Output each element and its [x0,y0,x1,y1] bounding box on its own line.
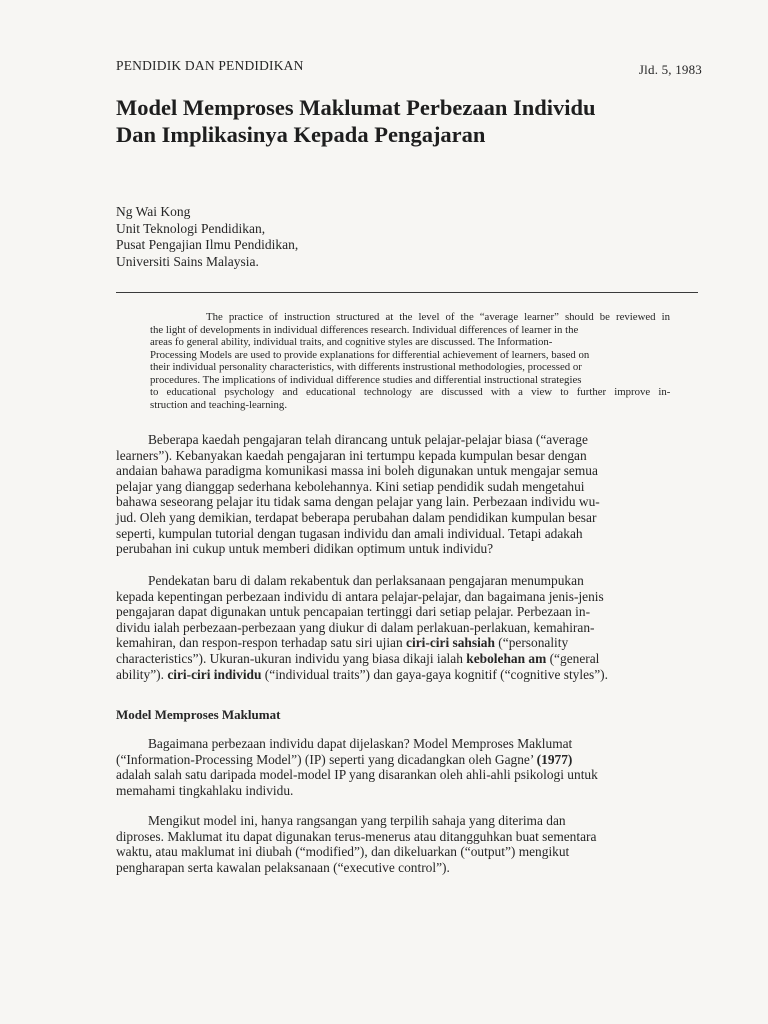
text-run: (“personality [494,635,569,651]
paragraph-line [116,635,700,651]
body-paragraph [116,432,700,557]
title-line: Model Memproses Maklumat Perbezaan Individu [116,95,596,120]
paragraph-line: kepada kepentingan perbezaan individu di antara pelajar-pelajar, dan bagaimana jenis-jenis [116,588,604,604]
paragraph-line: learners”). Kebanyakan kaedah pengajaran ini tertumpu kepada kumpulan besar dengan [116,447,587,463]
body-paragraph [116,736,700,798]
text-run: (“Information-Processing Model”) (IP) seperti yang dicadangkan oleh Gagne’ [116,751,537,767]
paragraph-line: waktu, atau maklumat ini diubah (“modified”), dan dikeluarkan (“output”) mengikut [116,844,570,860]
abstract-line: to educational psychology and educational technology are discussed with a view to further improve in- [150,386,671,398]
article-title [116,94,716,148]
running-header [116,58,702,78]
paragraph-line: jud. Oleh yang demikian, terdapat beberapa perubahan dalam pendidikan kumpulan besar [116,509,597,525]
paragraph-line [116,667,700,683]
body-paragraph [116,573,700,682]
bold-term: ciri-ciri individu [167,666,262,682]
paragraph-line: Mengikut model ini, hanya rangsangan yang terpilih sahaja yang diterima dan [148,813,566,828]
author-unit: Unit Teknologi Pendidikan, [116,220,266,236]
text-run: characteristics”). Ukuran-ukuran individu yang biasa dikaji ialah [116,650,467,666]
bold-term: (1977) [536,751,573,767]
paragraph-line [116,752,700,768]
abstract-line: Processing Models are used to provide explanations for differential achievement of learners, based on [150,348,590,361]
paragraph-line: dividu ialah perbezaan-perbezaan yang diukur di dalam perlakuan-perlakuan, kemahiran- [116,619,595,635]
paragraph-line: pengajaran dapat digunakan untuk pencapaian tertinggi dari setiap pelajar. Perbezaan in- [116,604,591,620]
paragraph-line: Bagaimana perbezaan individu dapat dijelaskan? Model Memproses Maklumat [148,736,573,751]
paragraph-line: andaian bahawa paradigma komunikasi massa ini boleh digunakan untuk mengajar semua [116,463,598,479]
abstract-line: areas fo general ability, individual traits, and cognitive styles are discussed. The Information- [150,336,553,348]
abstract-line: struction and teaching-learning. [150,398,288,411]
title-line: Dan Implikasinya Kepada Pengajaran [116,122,486,147]
author-centre: Pusat Pengajian Ilmu Pendidikan, [116,237,299,252]
abstract-line: their individual personality characteristics, with differents instrustional methodologies, processed or [150,361,582,373]
paragraph-line: Beberapa kaedah pengajaran telah dirancang untuk pelajar-pelajar biasa (“average [148,432,588,447]
journal-name: PENDIDIK DAN PENDIDIKAN [116,58,304,73]
paragraph-line: bahawa seseorang pelajar itu tidak sama dengan pelajar yang lain. Perbezaan individu wu- [116,494,600,510]
paragraph-line [116,651,700,667]
abstract [150,311,670,411]
text-run: ability”). [116,666,168,682]
text-run: (“general [546,650,600,666]
paragraph-line: perubahan ini cukup untuk memberi didikan optimum untuk individu? [116,541,494,557]
paragraph-line: pelajar yang dianggap sederhana kebolehannya. Kini setiap pendidik sudah mengetahui [116,478,585,494]
paragraph-line: seperti, kumpulan tutorial dengan tugasan individu dan amali individual. Tetapi adakah [116,525,583,541]
body-paragraph [116,813,700,875]
bold-term: ciri-ciri sahsiah [406,635,495,651]
author-name: Ng Wai Kong [116,204,191,219]
abstract-line: The practice of instruction structured at the level of the “average learner” should be reviewed in [206,311,670,323]
author-university: Universiti Sains Malaysia. [116,253,259,269]
paragraph-line: Pendekatan baru di dalam rekabentuk dan perlaksanaan pengajaran menumpukan [148,573,584,588]
divider-rule [116,292,698,293]
paragraph-line: pengharapan serta kawalan pelaksanaan (“executive control”). [116,859,450,875]
abstract-line: the light of developments in individual differences research. Individual differences of learner in the [150,323,579,336]
abstract-line: procedures. The implications of individual difference studies and differential instructional strategies [150,373,582,386]
text-run: (“individual traits”) dan gaya-gaya kognitif (“cognitive styles”). [261,666,608,682]
paragraph-line: diproses. Maklumat itu dapat digunakan terus-menerus atau ditangguhkan buat sementara [116,828,597,844]
author-block [116,204,298,270]
paragraph-line: memahami tingkahlaku individu. [116,782,294,798]
volume-info: Jld. 5, 1983 [638,62,702,77]
text-run: kemahiran, dan respon-respon terhadap satu siri ujian [116,635,407,651]
bold-term: kebolehan am [466,650,547,666]
section-heading: Model Memproses Maklumat [116,707,281,722]
paragraph-line: adalah salah satu daripada model-model IP yang disarankan oleh ahli-ahli psikologi untuk [116,767,598,783]
